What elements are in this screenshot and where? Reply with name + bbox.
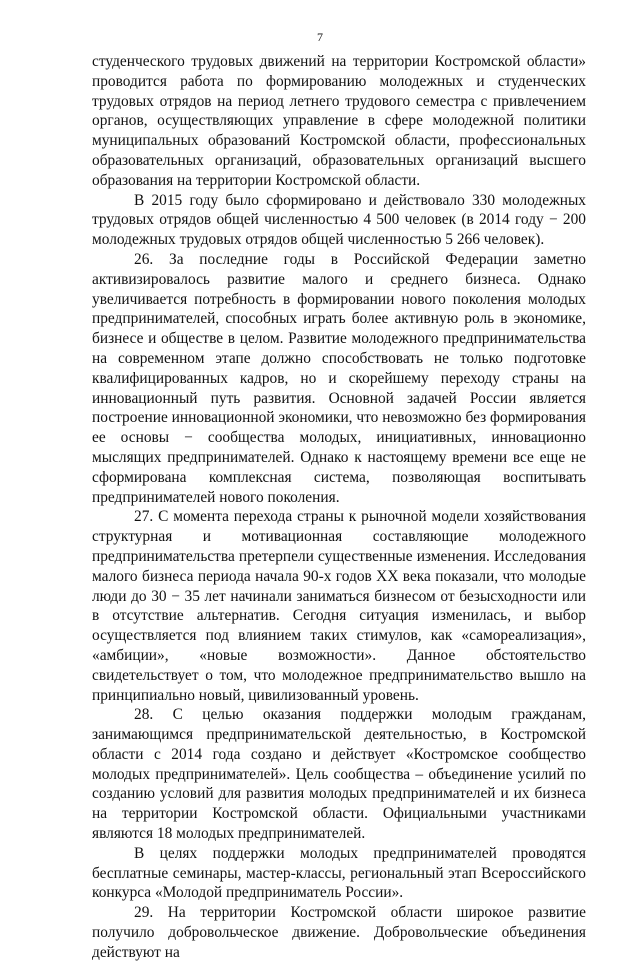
paragraph-28: 28. С целью оказания поддержки молодым гражданам, занимающимся предпринимательской деятельностью, в Костромской области с 2014 года создано и действует «Костромское сообщество молодых предпринимателей». Цель сообщества – объединение усилий по созданию условий для развития молодых предпринимателей и их бизнеса на территории Костромской области. Официальными участниками являются 18 молодых предпринимателей. (92, 706, 586, 843)
paragraph-29: 29. На территории Костромской области широкое развитие получило добровольческое движение. Добровольческие объединения действуют на (92, 904, 586, 961)
paragraph-2015-statistics: В 2015 году было сформировано и действовало 330 молодежных трудовых отрядов общей численностью 4 500 человек (в 2014 году − 200 молодежных трудовых отрядов общей численностью 5 266 человек). (92, 191, 586, 249)
paragraph-26: 26. За последние годы в Российской Федерации заметно активизировалось развитие малого и среднего бизнеса. Однако увеличивается потребность в формировании нового поколения молодых предпринимателей, способных играть более активную роль в экономике, бизнесе и обществе в целом. Развитие молодежного предпринимательства на современном этапе должно способствовать не только подготовке квалифицированных кадров, но и скорейшему переходу страны на инновационный путь развития. Основной задачей России является построение инновационной экономики, что невозможно без формирования ее основы − сообщества молодых, инициативных, инновационно мыслящих предпринимателей. Однако к настоящему времени все еще не сформирована комплексная система, позволяющая воспитывать предпринимателей нового поколения. (92, 250, 586, 506)
paragraph-support-events: В целях поддержки молодых предпринимателей проводятся бесплатные семинары, мастер-классы, региональный этап Всероссийского конкурса «Молодой предприниматель России». (92, 844, 586, 902)
paragraph-27: 27. С момента перехода страны к рыночной модели хозяйствования структурная и мотивационная составляющие молодежного предпринимательства претерпели существенные изменения. Исследования малого бизнеса периода начала 90-х годов XX века показали, что молодые люди до 30 − 35 лет начинали заниматься бизнесом от безысходности или в отсутствие альтернатив. Сегодня ситуация изменилась, и выбор осуществляется под влиянием таких стимулов, как «самореализация», «амбиции», «новые возможности». Данное обстоятельство свидетельствует о том, что молодежное предпринимательство вышло на принципиально новый, цивилизованный уровень. (92, 508, 586, 704)
page-number: 7 (317, 30, 323, 44)
paragraph-continuation: студенческого трудовых движений на территории Костромской области» проводится работа по формированию молодежных и студенческих трудовых отрядов на период летнего трудового семестра с привлечением органов, осуществляющих управление в сфере молодежной политики муниципальных образований Костромской области, профессиональных образовательных организаций, образовательных организаций высшего образования на территории Костромской области. (92, 53, 586, 189)
document-body (92, 52, 586, 963)
